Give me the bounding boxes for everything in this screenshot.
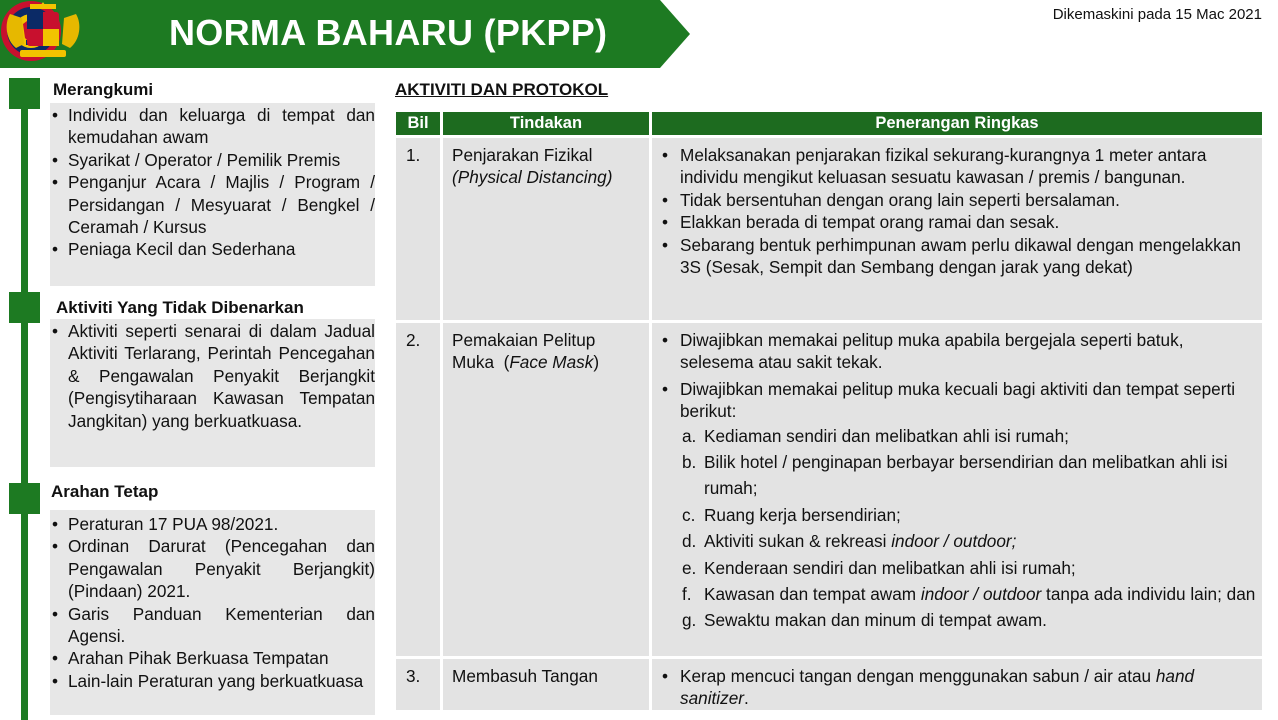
list-item: • Lain-lain Peraturan yang berkuatkuasa [50,670,375,692]
list-item: • Ordinan Darurat (Pencegahan dan Pengawalan Penyakit Berjangkit) (Pindaan) 2021. [50,535,375,602]
panel-tidak-dibenarkan [50,319,375,467]
description-bullet: • Diwajibkan memakai pelitup muka kecuali bagi aktiviti dan tempat seperti berikut: [662,378,1256,423]
list-item: • Aktiviti seperti senarai di dalam Jadual Aktiviti Terlarang, Perintah Pencegahan & Pengawalan Penyakit Berjangkit (Pengisytiharaan Kawasan Tempatan Jangkitan) yang berkuatkuasa. [50,320,375,432]
sub-item: e. Kenderaan sendiri dan melibatkan ahli isi rumah; [682,557,1076,578]
description-bullet: • Elakkan berada di tempat orang ramai dan sesak. [662,211,1256,233]
table-header-row [396,112,1262,135]
section-title-arahan-tetap: Arahan Tetap [51,482,159,501]
table-row [396,320,1262,656]
section-title-aktiviti: AKTIVITI DAN PROTOKOL [395,80,609,99]
action-label: Penjarakan Fizikal [452,145,593,165]
description-cell [652,320,1262,656]
panel-arahan-tetap [50,510,375,715]
list-item: • Peniaga Kecil dan Sederhana [50,238,375,260]
list-item: • Syarikat / Operator / Pemilik Premis [50,149,375,171]
table-row [396,656,1262,710]
row-number: 2. [396,320,443,656]
list-item: • Penganjur Acara / Majlis / Program / Persidangan / Mesyuarat / Bengkel / Ceramah / Kursus [50,171,375,238]
description-bullet: • Tidak bersentuhan dengan orang lain seperti bersalaman. [662,189,1256,211]
description-bullet: • Kerap mencuci tangan dengan menggunakan sabun / air atau hand sanitizer. [662,665,1256,710]
panel-merangkumi [50,103,375,286]
sub-item: d. Aktiviti sukan & rekreasi indoor / outdoor; [682,531,1017,552]
description-bullet: • Diwajibkan memakai pelitup muka apabila bergejala seperti batuk, selesema atau sakit tekak. [662,329,1256,374]
action-label: Membasuh Tangan [443,656,652,710]
section-title-tidak-dibenarkan: Aktiviti Yang Tidak Dibenarkan [56,298,304,317]
row-number: 1. [396,135,443,320]
list-item: • Peraturan 17 PUA 98/2021. [50,513,375,535]
header-banner [0,0,690,68]
description-bullet: • Melaksanakan penjarakan fizikal sekurang-kurangnya 1 meter antara individu mengikut keluasan sesuatu kawasan / premis / bangunan. [662,144,1256,189]
sub-item: b. Bilik hotel / penginapan berbayar bersendirian dan melibatkan ahli isi rumah; [682,452,1228,499]
column-header-bil: Bil [396,112,443,135]
description-cell [652,135,1262,320]
action-cell [443,135,652,320]
list-item: • Individu dan keluarga di tempat dan kemudahan awam [50,104,375,149]
table-row [396,135,1262,320]
page-title: NORMA BAHARU (PKPP) [169,12,608,53]
timeline-marker [9,78,40,109]
protocol-table [396,112,1262,710]
column-header-penerangan: Penerangan Ringkas [652,112,1262,135]
list-item: • Garis Panduan Kementerian dan Agensi. [50,603,375,648]
sub-item: f. Kawasan dan tempat awam indoor / outdoor tanpa ada individu lain; dan [682,584,1256,605]
updated-date: Dikemaskini pada 15 Mac 2021 [1052,6,1262,23]
list-item: • Arahan Pihak Berkuasa Tempatan [50,647,375,669]
sub-item: g. Sewaktu makan dan minum di tempat awam. [682,610,1047,631]
description-bullet: • Sebarang bentuk perhimpunan awam perlu dikawal dengan mengelakkan 3S (Sesak, Sempit dan Sembang dengan jarak yang dekat) [662,234,1256,279]
sub-item: a. Kediaman sendiri dan melibatkan ahli isi rumah; [682,425,1069,446]
action-cell: Pemakaian Pelitup Muka (Face Mask) [443,320,652,656]
timeline-marker [9,483,40,514]
coat-of-arms-logo [0,0,86,64]
row-number: 3. [396,656,443,710]
timeline-line [21,80,28,720]
section-title-merangkumi: Merangkumi [53,80,154,99]
column-header-tindakan: Tindakan [443,112,652,135]
sub-item: c. Ruang kerja bersendirian; [682,504,901,525]
action-label: Pemakaian Pelitup Muka [452,330,596,373]
action-english: Face Mask [509,352,594,373]
timeline-marker [9,292,40,323]
description-cell [652,656,1262,710]
action-english: (Physical Distancing) [452,167,613,188]
